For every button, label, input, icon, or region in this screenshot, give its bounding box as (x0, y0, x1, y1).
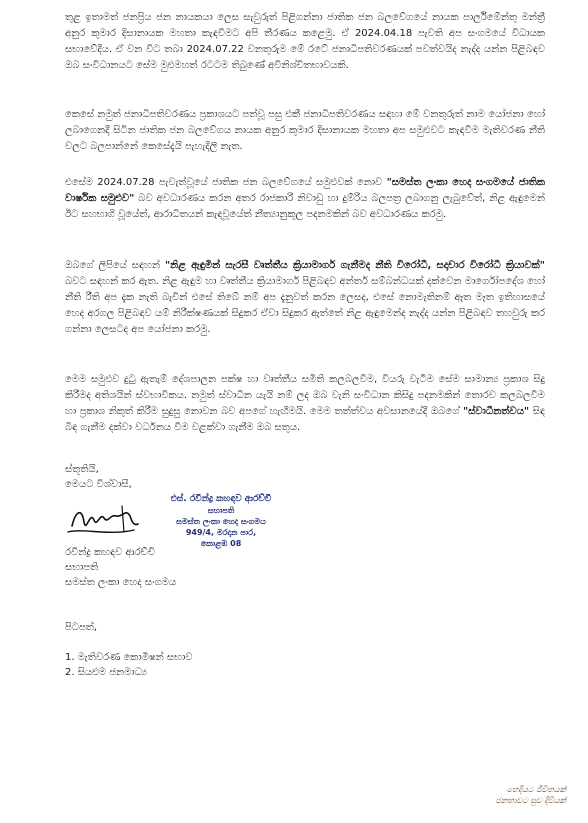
paragraph-text: එසේම 2024.07.28 පැවැත්වූයේ ජාතික ජන බලවේගයේ සමුළුවක් නොව (65, 177, 387, 188)
paragraph-text: බව අවධාරණය කරන අතර රාජකාරි නිවාඩු හා දුම්රිය බලපත්‍ර ලබාගනු ලැබුවේත්, නිළ ඇඳුමෙන් ඊට සහභාගි වූයේත්, ආරාධිතයන් කැඳවූයේත් නීත්‍යානුකූල පදනමකින් බව අවධාරණය කරමු. (65, 193, 545, 220)
paragraph-5 (65, 372, 545, 436)
paragraph-1 (65, 10, 545, 74)
paragraph-text: තුළ ඉතාමත් ජනප්‍රිය ජන නායකයා ලෙස සැවුරුත් පිළිගන්නා ජාතික ජන බලවේගයේ නායක පාර්ලිමේන්තු මන්ත්‍රී අනුර කුමාර දිසානායක මහතා කැඳවීමට අපි තීරණය කළෙමු. ඒ 2024.04.18 පැවති අප සංගමයේ විධායක සභාවේදීය. ඒ වන විට තබා 2024.07.22 වනතුරුම මේ රටේ ජනාධිපතිවරණයක් පවත්වයිද නැද්ද යන්න පිළිබඳව ඔබ සංවිධානයට සේම මුළුමහත් රටටම තිබුණේ අවිනිශ්චිතභාවයකි. (65, 12, 545, 71)
slogan-line-2: ජනතාවට සුව දිවියක් (495, 796, 566, 805)
signatory-block (65, 545, 176, 590)
signatory-name: රවීන්ද්‍ර කහඳව ආරච්චි (65, 547, 156, 558)
paragraph-text: මෙම සමුළුව දුටු ඇතැම් දේශපාලන පක්ෂ හා වෘත්තීය සමිති කලබලවීම, වියරු වැටීම සේම සාමාන්‍ය ප්‍රකාශ සිදු කිරීමද අතිශයින් ස්වභාවිකය. නමුත් ස්වාධීන යැයි නම් ලද ඔබ වැනි සංවිධාන කිසිදු පදනමකින් තොරව කලබලවීම හා ප්‍රකාශ නිකුත් කිරීම සුදුසු නොවන බව අපගේ හැඟීමයි. මෙම තත්ත්වය අවසානයේදී ඔබගේ (65, 374, 545, 417)
signatory-title: සභාපති (65, 562, 99, 573)
copies-block (65, 620, 192, 680)
copy-recipient-1: 1. මැතිවරණ කොමිෂන් සභාව (65, 652, 193, 663)
handwritten-signature (64, 496, 146, 542)
closing (65, 462, 132, 492)
footer-slogan (416, 784, 566, 806)
slogan-line-1: හෙදියට ජීවිතයක් (506, 785, 566, 794)
paragraph-text: සිඳ බිඳ ගැනීම දක්වා වර්ධනය වීම වළක්වා ගැනීම ඔබ සතුය. (65, 406, 545, 433)
stamp-name: එස්. රවීන්ද්‍ර කහඳව ආරච්චි (170, 494, 272, 504)
copy-recipient-2: 2. සියළුම ජනමාධ්‍ය (65, 667, 147, 678)
paragraph-4 (65, 258, 545, 338)
stamp-org: සමස්ත ලංකා හෙද සංගමය (176, 517, 266, 526)
paragraph-3 (65, 175, 545, 223)
stamp-address: 949/4, මරදාන පාර, (185, 528, 257, 537)
official-stamp (146, 494, 296, 549)
signatory-org: සමස්ත ලංකා හෙද සංගමය (65, 577, 177, 588)
closing-faithfully: මෙයට විශ්වාසී, (65, 479, 132, 490)
paragraph-2 (65, 107, 545, 155)
stamp-city: කොළඹ 08 (200, 539, 242, 548)
closing-thanks: ස්තූතියි, (65, 464, 99, 475)
paragraph-text: කෙසේ නමුත් ජනාධිපතිවරණය ප්‍රකාශයට පත්වූ පසු එකී ජනාධිපතිවරණය සඳහා මේ වනතුරුත් නාම යෝජනා හෝ ලබාගෙනදී සිටින ජාතික ජන බලවේගය නායක අනුර කුමාර දිසානායක මහතා අප සමුළුවට කැඳවීම මැතිවරණ නීති වලට බලපාන්නේ කෙසේදැයි පැහැදිලි නැත. (65, 109, 545, 152)
copies-heading: පිටපත්, (65, 622, 98, 633)
emphasized-text: "සමස්ත ලංකා හෙද සංගමයේ ජාතික වාර්ෂික සමුළුව" (65, 177, 545, 204)
emphasized-text: "ස්වාධීනත්වය" (462, 406, 530, 417)
emphasized-text: "නිළ ඇඳුමින් සැරසී වෘත්තීය ක්‍රියාමාර්ග ගැනීමද නීති විරෝධී, සදාචාර විරෝධී ක්‍රියාවක්" (164, 260, 545, 271)
paragraph-text: බවට සඳහන් කර ඇත. නිළ ඇඳුම හා වෘත්තීය ක්‍රියාමාර්ග පිළිබඳව අන්තර් සම්බන්ධයක් දක්වෙන මාර්ගෝපදේශ හෝ නීති රීති අප දැක නැති බැවින් එසේ තිබේ නම් අප දැනුවත් කරන ලෙසද, එසේ නොමැතිනම් ඈත මෑත ඉතිහාසයේ හෙද අරගල පිළිබඳව යම් නිරීක්ෂණයක් සිදුකර ඒවා සිදුකර ඇත්තේ නිළ ඇඳුමෙන්ද නැද්ද යන්න පිළිබඳව තහවුරු කර ගන්නා ලෙසටද අප යෝජනා කරමු. (65, 276, 545, 335)
stamp-title: සභාපති (207, 506, 235, 515)
paragraph-text: ඔබගේ ලිපියේ සඳහන් (65, 260, 165, 271)
